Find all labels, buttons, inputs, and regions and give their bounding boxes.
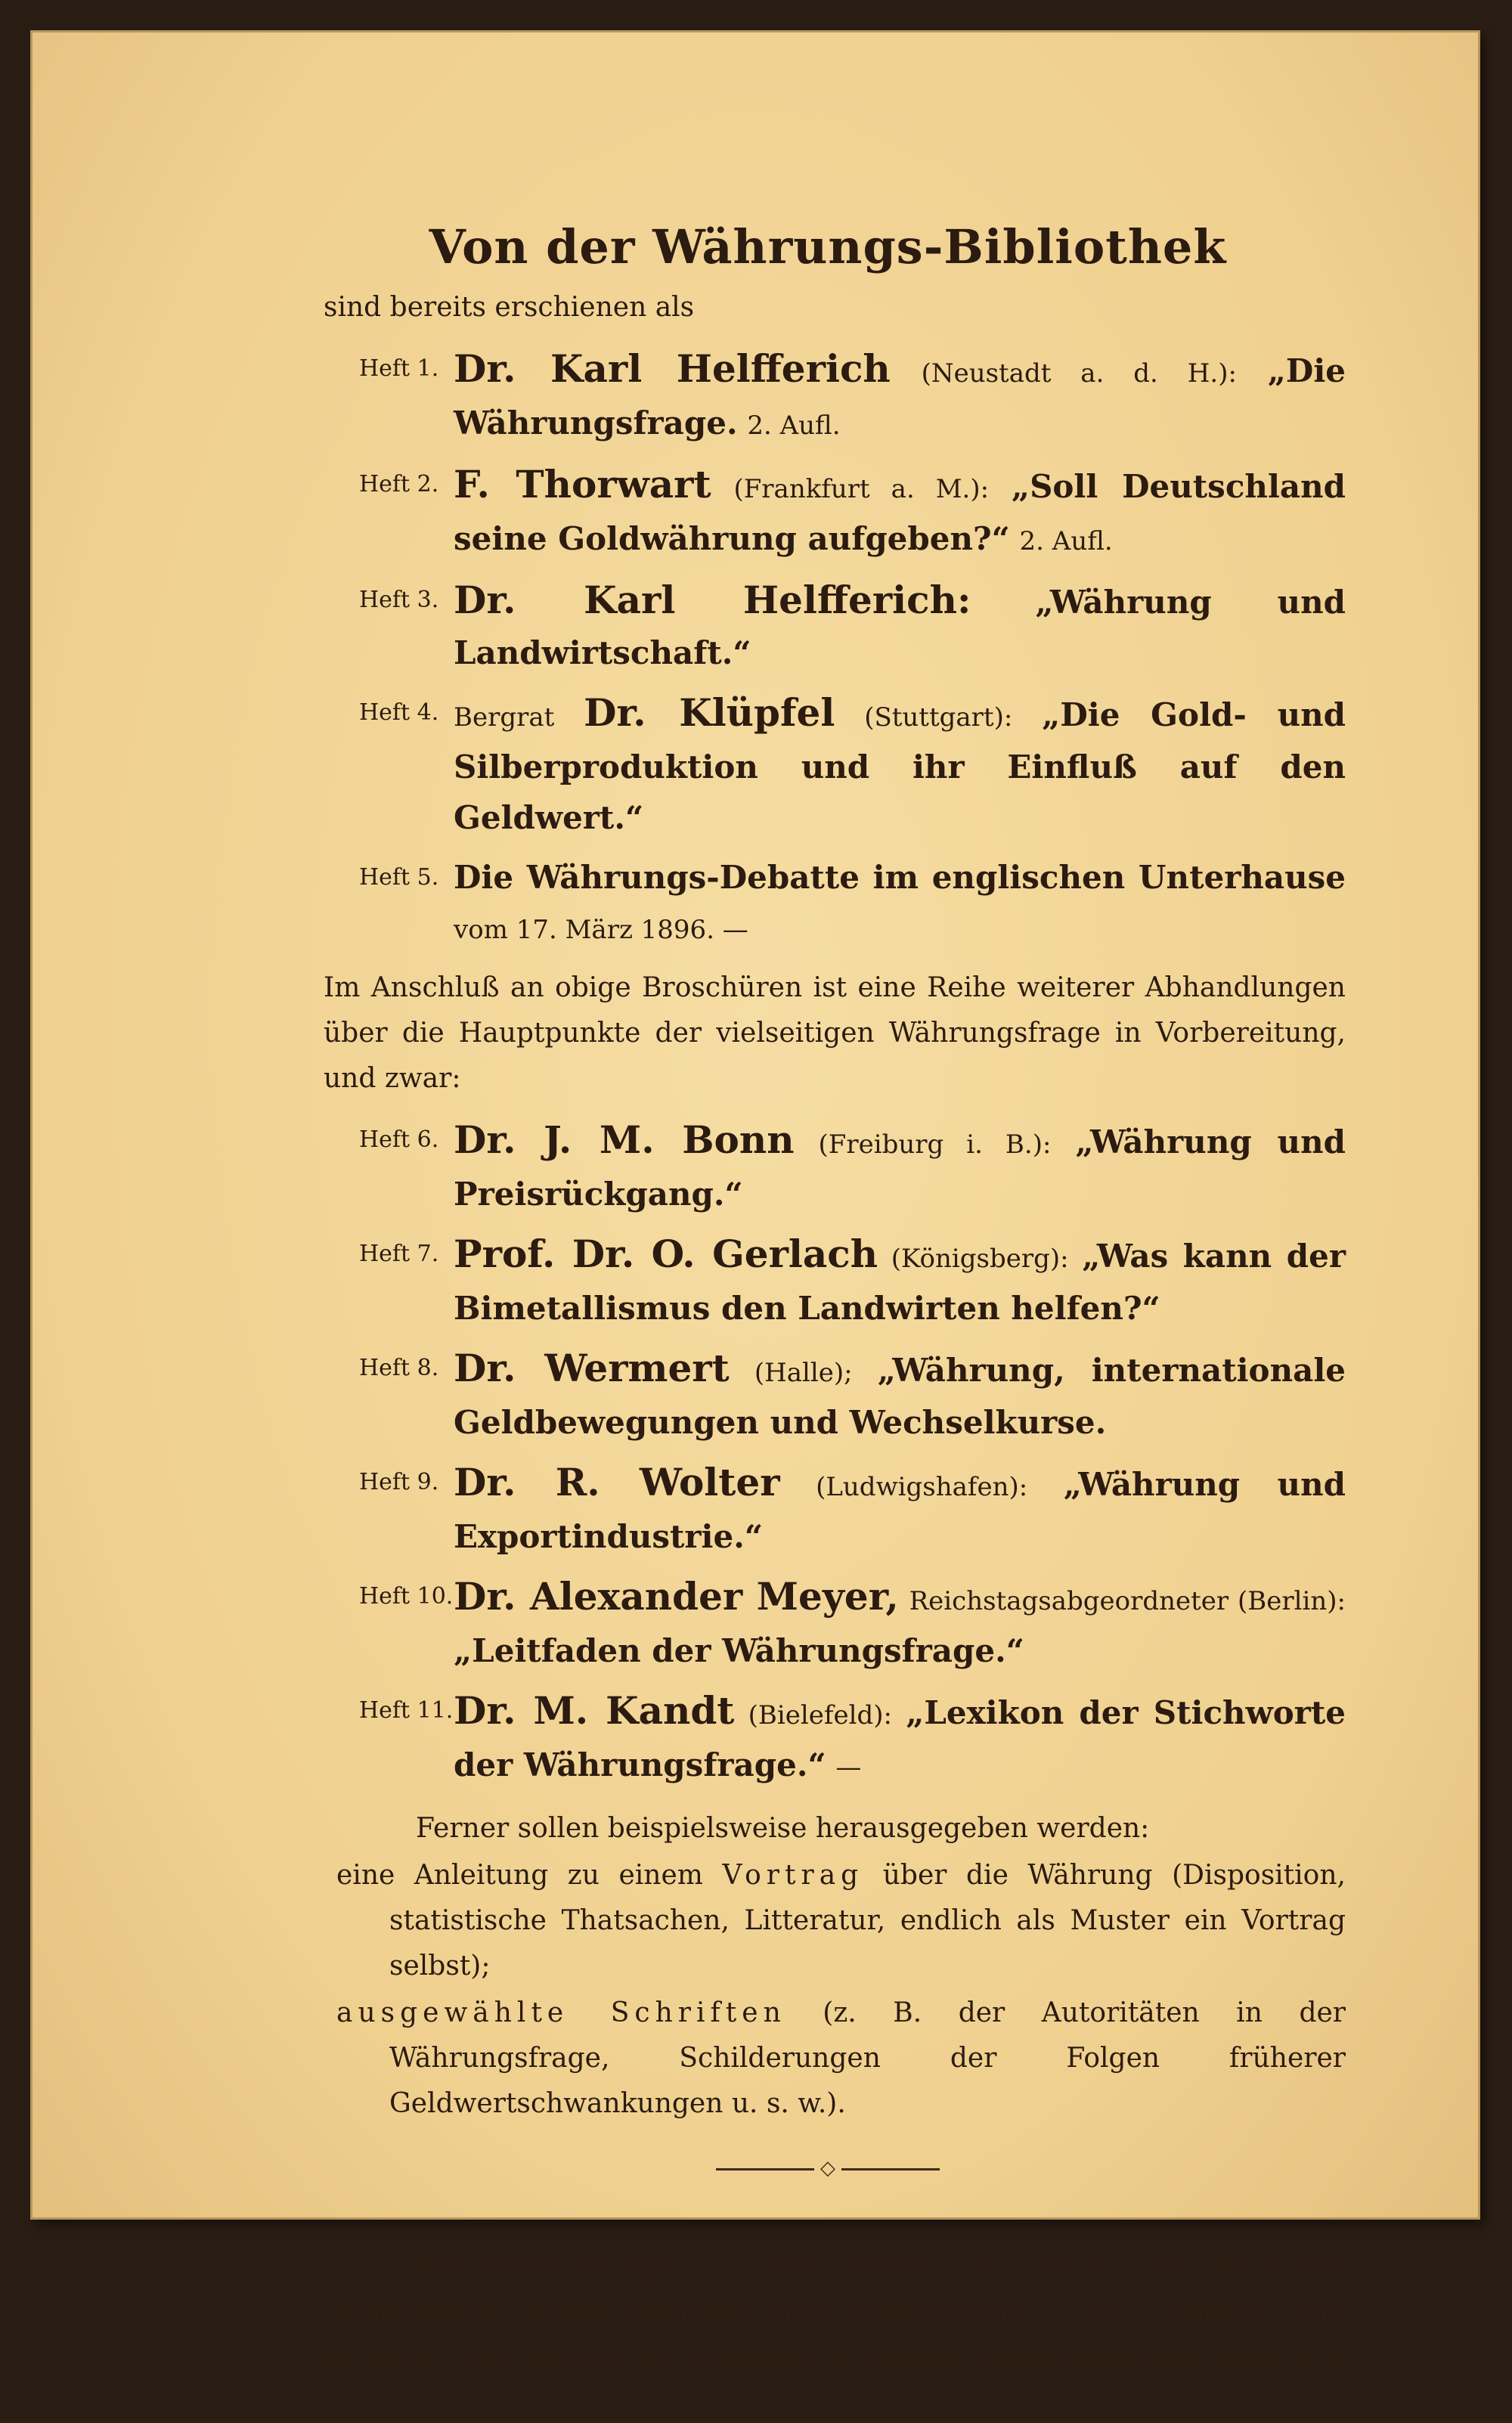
document-page (30, 30, 1480, 2416)
entry-text (454, 1458, 1346, 1563)
entry-suffix: — (835, 1752, 862, 1783)
list-item (310, 344, 1346, 451)
entry-place: Reichstagsabgeordneter (Berlin): (909, 1586, 1346, 1616)
footer-currency: ℳ (1321, 2342, 1349, 2372)
entry-place: (Stuttgart): (864, 702, 1013, 733)
list-item (310, 688, 1346, 844)
heft-number: Heft 3. (359, 587, 439, 613)
heft-number: Heft 9. (359, 1469, 439, 1495)
extras-list (310, 1853, 1346, 2127)
entry-work: „Soll Deutschland seine Goldwährung aufgeben?“ (454, 468, 1346, 557)
entry-work: „Lexikon der Stichworte der Währungsfrage.“ (454, 1694, 1346, 1783)
entry-author: Dr. J. M. Bonn (454, 1117, 795, 1162)
extra-spaced: ausgewählte Schriften (336, 1997, 786, 2028)
entry-note: 2. Aufl. (747, 411, 841, 441)
entry-prefix: Bergrat (454, 702, 555, 733)
entry-place: (Königsberg): (891, 1244, 1069, 1274)
footer-mid: erhalten, sind an Herrn Prof. Dr. (324, 2298, 1349, 2372)
footer-gratis: gratis (1049, 2298, 1152, 2328)
published-list (310, 344, 1346, 955)
page-title: Von der Währungs-Bibliothek (429, 219, 1227, 274)
extra-pre: eine Anleitung zu einem (336, 1860, 703, 1891)
footer-note (324, 2248, 1349, 2423)
entry-work: „Währung und Exportindustrie.“ (454, 1466, 1346, 1555)
list-item (310, 1572, 1346, 1677)
extra-spaced: Vortrag (722, 1860, 864, 1891)
heft-number: Heft 1. (359, 355, 439, 382)
entry-place: (Frankfurt a. M.): (733, 474, 990, 504)
entry-place: (Halle); (754, 1358, 853, 1388)
list-item (310, 853, 1346, 955)
heft-number: Heft 6. (359, 1126, 439, 1153)
planned-list (310, 1115, 1346, 1792)
entry-place: (Freiburg i. B.): (818, 1129, 1052, 1160)
entry-place: (Neustadt a. d. H.): (921, 358, 1237, 389)
entry-work: „Währung und Preisrückgang.“ (454, 1123, 1346, 1213)
transition-paragraph: Im Anschluß an obige Broschüren ist eine Reihe weiterer Abhandlungen über die Hauptpunkte der vielseitigen Währungsfrage in Vorbereitung, und zwar: (324, 972, 1346, 1094)
entry-place: (Ludwigshafen): (816, 1472, 1028, 1502)
list-item (310, 1115, 1346, 1220)
list-item (336, 1991, 1346, 2127)
list-item (310, 1229, 1346, 1334)
entry-author: Dr. Wermert (454, 1346, 730, 1390)
entry-text (454, 575, 1346, 679)
entry-author: F. Thorwart (454, 462, 711, 507)
entry-work: „Die Währungsfrage. (454, 352, 1346, 442)
list-item (310, 1343, 1346, 1449)
entry-author: Dr. Karl Helfferich (454, 346, 891, 391)
extra-post: (z. B. der Autoritäten in der Währungsfrage, Schilderungen der Folgen früherer Geldwertschwankungen u. s. w.). (389, 1997, 1346, 2119)
heft-number: Heft 2. (359, 471, 439, 497)
entry-note: 2. Aufl. (1019, 526, 1113, 556)
divider-ornament (310, 2157, 1346, 2180)
entry-text (454, 853, 1346, 955)
extra-post: über die Währung (Disposition, statistische Thatsachen, Litteratur, endlich als Muster ein Vortrag selbst); (389, 1860, 1346, 1981)
entry-work: „Währung und Landwirtschaft.“ (454, 584, 1346, 671)
entry-text (454, 344, 1346, 451)
heft-number: Heft 4. (359, 699, 439, 726)
entry-author: Dr. Klüpfel (584, 690, 835, 735)
diamond-icon: ◇ (820, 2157, 835, 2180)
entry-text (454, 1686, 1346, 1792)
entry-text (454, 1229, 1346, 1334)
entry-work: Die Währungs-Debatte im englischen Unterhause (454, 859, 1346, 896)
entry-note: vom 17. März 1896. — (454, 915, 748, 945)
entry-author: Dr. R. Wolter (454, 1460, 780, 1504)
divider-line (841, 2168, 940, 2170)
heft-number: Heft 5. (359, 864, 439, 891)
list-item (336, 1853, 1346, 1989)
heft-number: Heft 7. (359, 1241, 439, 1267)
footer-post: , Stuttgart, zu richten. (Mitgliedsbeitrag jährlich (674, 2342, 1313, 2372)
list-item (310, 575, 1346, 679)
entry-author: Dr. Karl Helfferich: (454, 578, 971, 622)
footer-amount: 2—5). (324, 2386, 401, 2416)
entry-text (454, 688, 1346, 844)
ferner-heading: Ferner sollen beispielsweise herausgegeben werden: (416, 1813, 1150, 1844)
entry-author: Dr. Alexander Meyer, (454, 1574, 899, 1619)
page-content (310, 219, 1349, 2423)
entry-text (454, 1572, 1346, 1677)
entry-text (454, 1343, 1346, 1449)
heft-number: Heft 11. (359, 1697, 454, 1724)
entry-author: Prof. Dr. O. Gerlach (454, 1232, 878, 1276)
entry-work: „Leitfaden der Währungsfrage.“ (454, 1632, 1024, 1669)
entry-author: Dr. M. Kandt (454, 1688, 735, 1733)
heft-number: Heft 8. (359, 1355, 439, 1381)
list-item (310, 1686, 1346, 1792)
list-item (310, 1458, 1346, 1563)
entry-work: „Was kann der Bimetallismus den Landwirten helfen?“ (454, 1238, 1346, 1327)
intro-text: sind bereits erschienen als (324, 292, 695, 323)
entry-text (454, 460, 1346, 566)
entry-text (454, 1115, 1346, 1220)
heft-number: Heft 10. (359, 1583, 454, 1610)
list-item (310, 460, 1346, 566)
entry-place: (Bielefeld): (748, 1700, 892, 1730)
entry-work: „Die Gold- und Silberproduktion und ihr Einfluß auf den Geldwert.“ (454, 696, 1346, 836)
footer-name: Huber (569, 2342, 675, 2372)
footer-pre: Beitrittserklärungen zu dem Verein zum Schutz der deutschen Goldwährung, dessen Mitglieder obige Publikationen (324, 2254, 1349, 2328)
entry-work: „Währung, internationale Geldbewegungen und Wechselkurse. (454, 1352, 1346, 1441)
divider-line (716, 2168, 814, 2170)
